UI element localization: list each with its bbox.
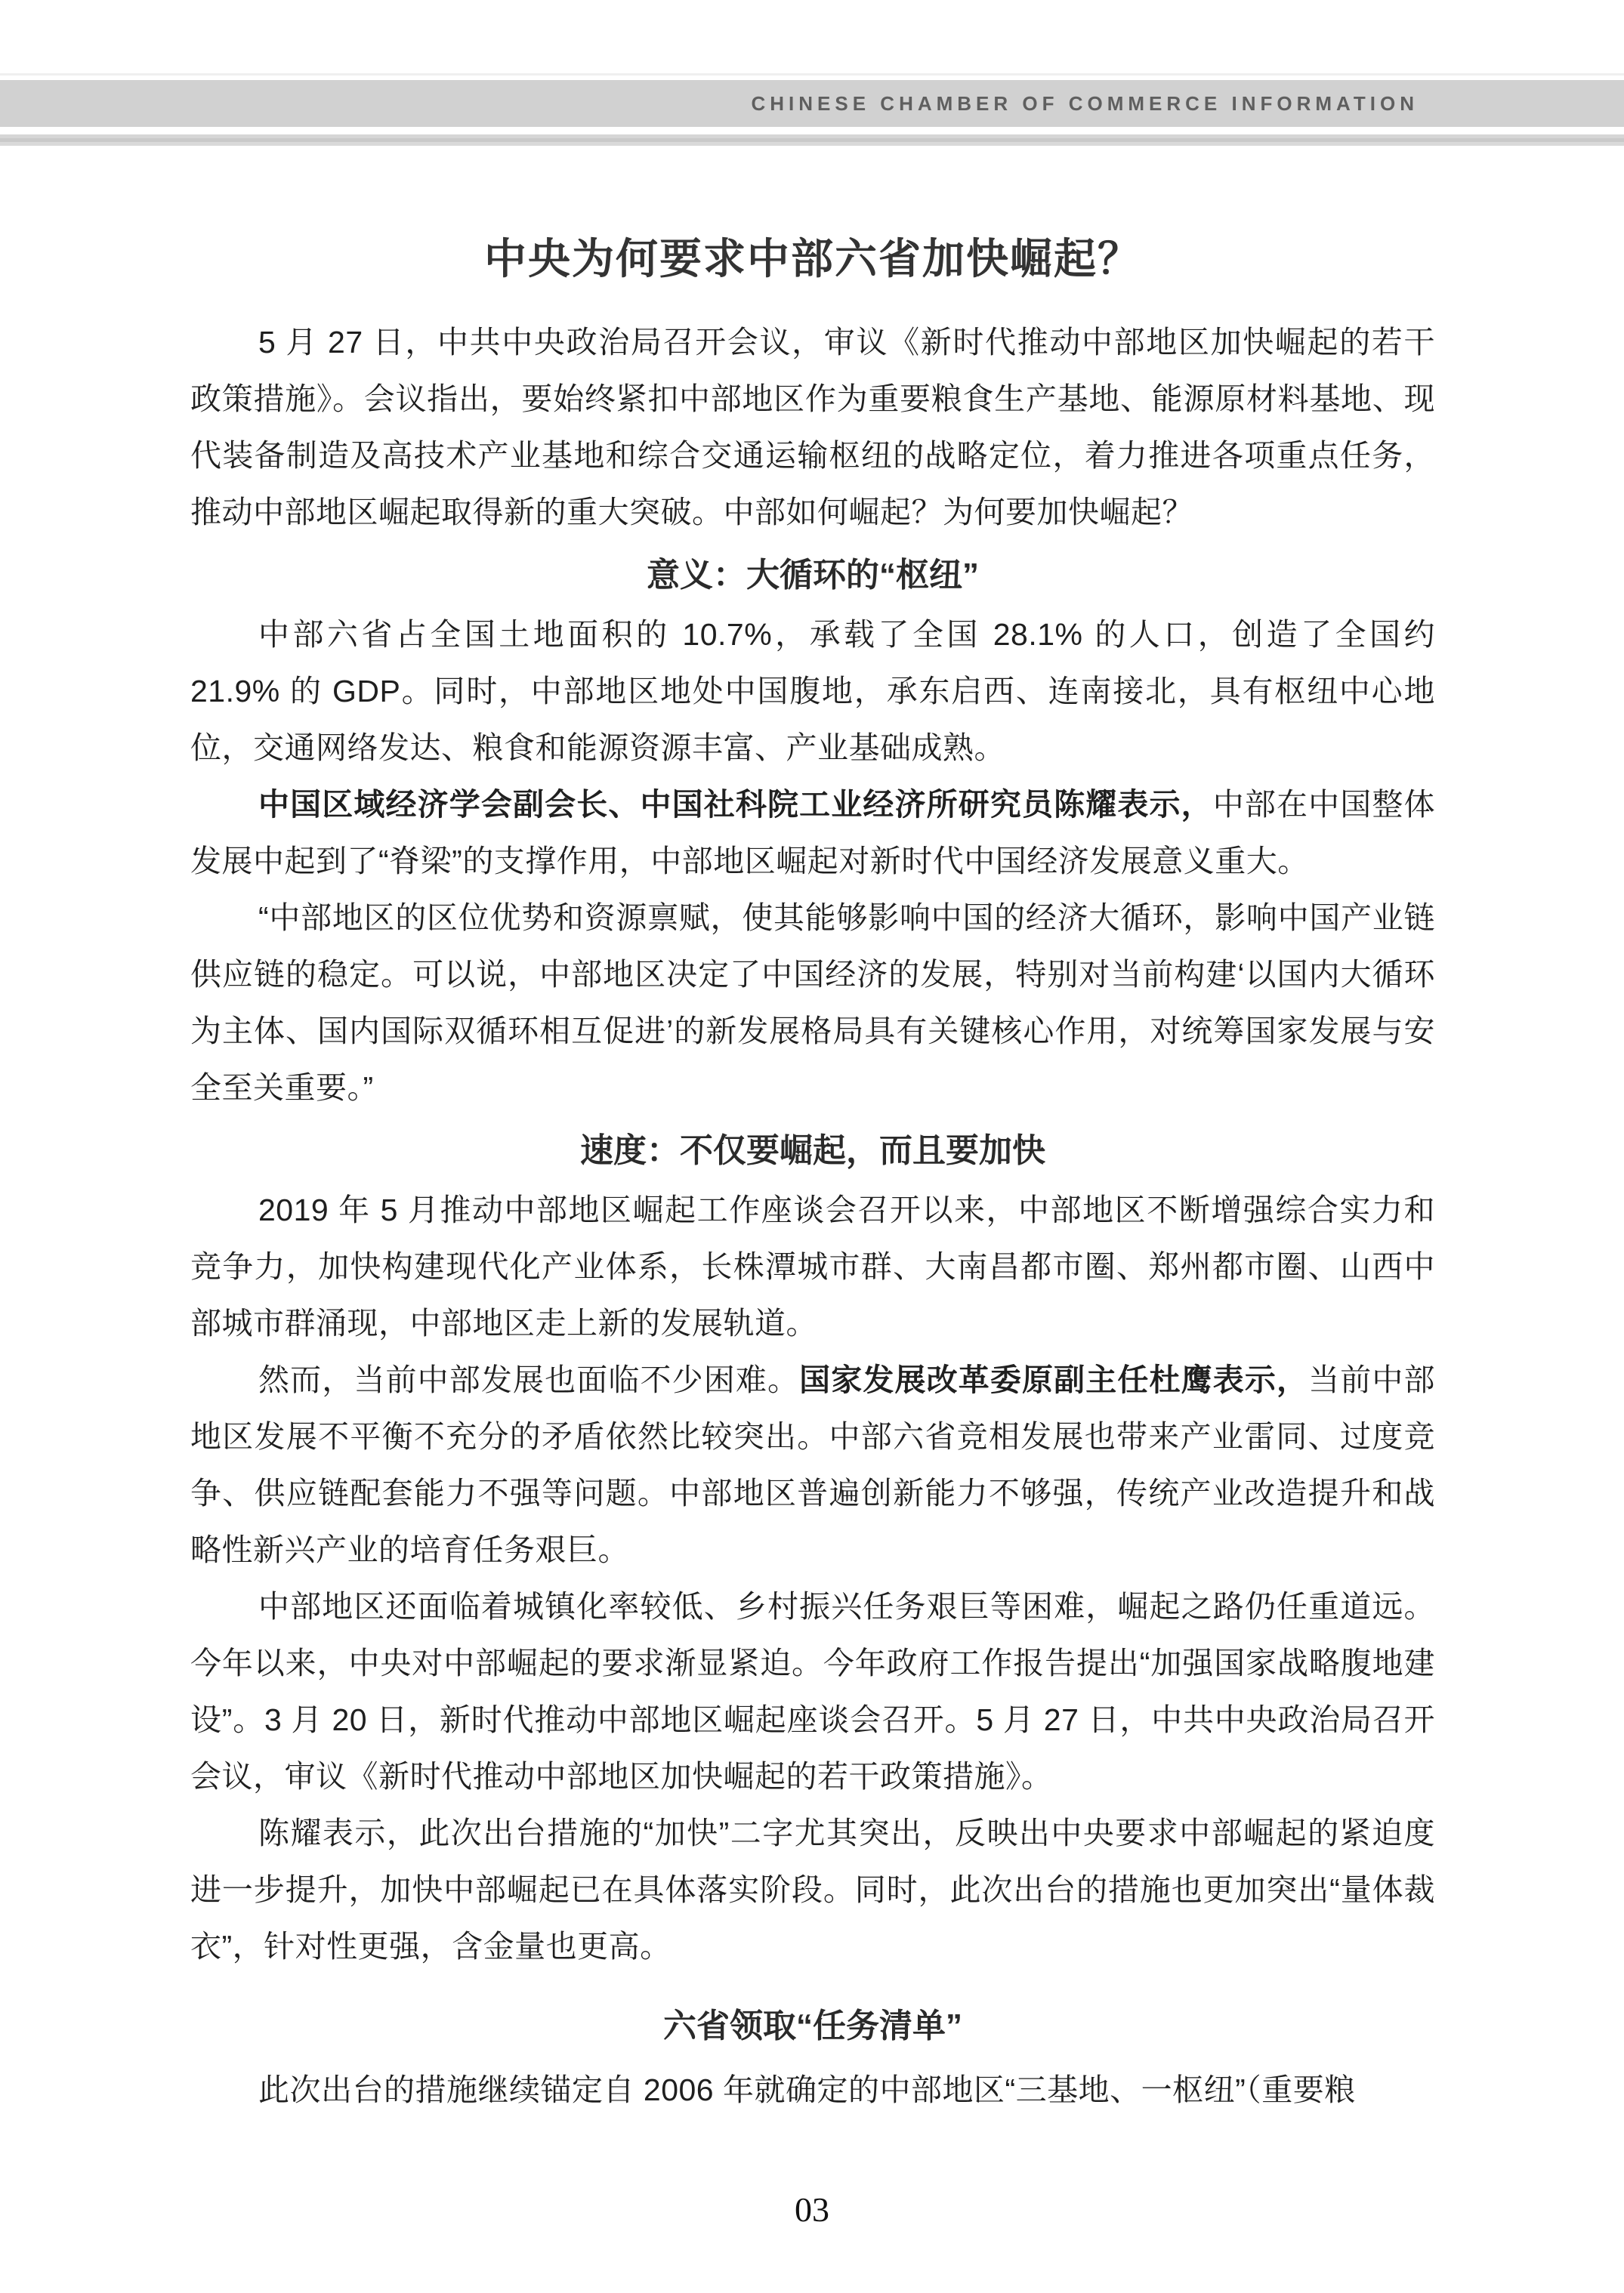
page-number: 03 [795, 2190, 829, 2229]
section-heading-significance: 意义：大循环的“枢纽” [647, 557, 979, 594]
paragraph-chenyao-comment: 陈耀表示，此次出台措施的“加快”二字尤其突出，反映出中央要求中部崛起的紧迫度进一步提升，加快中部崛起已在具体落实阶段。同时，此次出台的措施也更加突出“量体裁衣”，针对性更强，含金量也更高。 [190, 1816, 1435, 1964]
section-heading-speed: 速度：不仅要崛起，而且要加快 [580, 1132, 1045, 1169]
paragraph-expert-chenyao [190, 776, 1435, 890]
section-heading-task-list: 六省领取“任务清单” [663, 2008, 962, 2045]
paragraph-difficulties-pre: 然而，当前中部发展也面临不少困难。 [258, 1363, 800, 1397]
paragraph-quote: “中部地区的区位优势和资源禀赋，使其能够影响中国的经济大循环，影响中国产业链供应链的稳定。可以说，中部地区决定了中国经济的发展，特别对当前构建‘以国内大循环为主体、国内国际双循环相互促进’的新发展格局具有关键核心作用，对统筹国家发展与安全至关重要。” [190, 900, 1435, 1105]
header-banner-text: CHINESE CHAMBER OF COMMERCE INFORMATION [751, 92, 1419, 115]
paragraph-statistics: 中部六省占全国土地面积的 10.7%，承载了全国 28.1% 的人口，创造了全国约 21.9% 的 GDP。同时，中部地区地处中国腹地，承东启西、连南接北，具有枢纽中心地位，交通网络发达、粮食和能源资源丰富、产业基础成熟。 [190, 617, 1435, 765]
paragraph-difficulties-text: 当前中部地区发展不平衡不充分的矛盾依然比较突出。中部六省竞相发展也带来产业雷同、过度竞争、供应链配套能力不强等问题。中部地区普遍创新能力不够强，传统产业改造提升和战略性新兴产业的培育任务艰巨。 [190, 1363, 1435, 1567]
article-body [190, 0, 1435, 2119]
paragraph-difficulties [190, 1352, 1435, 1579]
expert-name-duying: 国家发展改革委原副主任杜鹰表示， [799, 1363, 1309, 1397]
paragraph-urgency: 中部地区还面临着城镇化率较低、乡村振兴任务艰巨等困难，崛起之路仍任重道远。今年以来，中央对中部崛起的要求渐显紧迫。今年政府工作报告提出“加强国家战略腹地建设”。3 月 20 日，新时代推动中部地区崛起座谈会召开。5 月 27 日，中共中央政治局召开会议，审议《新时代推动中部地区加快崛起的若干政策措施》。 [190, 1589, 1435, 1794]
expert-name-chenyao: 中国区域经济学会副会长、中国社科院工业经济所研究员陈耀表示， [258, 787, 1213, 822]
paragraph-expert-chenyao-text: 中部在中国整体发展中起到了“脊梁”的支撑作用，中部地区崛起对新时代中国经济发展意义重大。 [190, 787, 1435, 878]
paragraph-task-anchor: 此次出台的措施继续锚定自 2006 年就确定的中部地区“三基地、一枢纽”（重要粮 [258, 2072, 1356, 2107]
paragraph-progress: 2019 年 5 月推动中部地区崛起工作座谈会召开以来，中部地区不断增强综合实力和竞争力，加快构建现代化产业体系，长株潭城市群、大南昌都市圈、郑州都市圈、山西中部城市群涌现，中部地区走上新的发展轨道。 [190, 1193, 1435, 1341]
paragraph-intro: 5 月 27 日，中共中央政治局召开会议，审议《新时代推动中部地区加快崛起的若干政策措施》。会议指出，要始终紧扣中部地区作为重要粮食生产基地、能源原材料基地、现代装备制造及高技术产业基地和综合交通运输枢纽的战略定位，着力推进各项重点任务，推动中部地区崛起取得新的重大突破。中部如何崛起？为何要加快崛起？ [190, 325, 1435, 529]
article-title: 中央为何要求中部六省加快崛起？ [484, 235, 1141, 282]
